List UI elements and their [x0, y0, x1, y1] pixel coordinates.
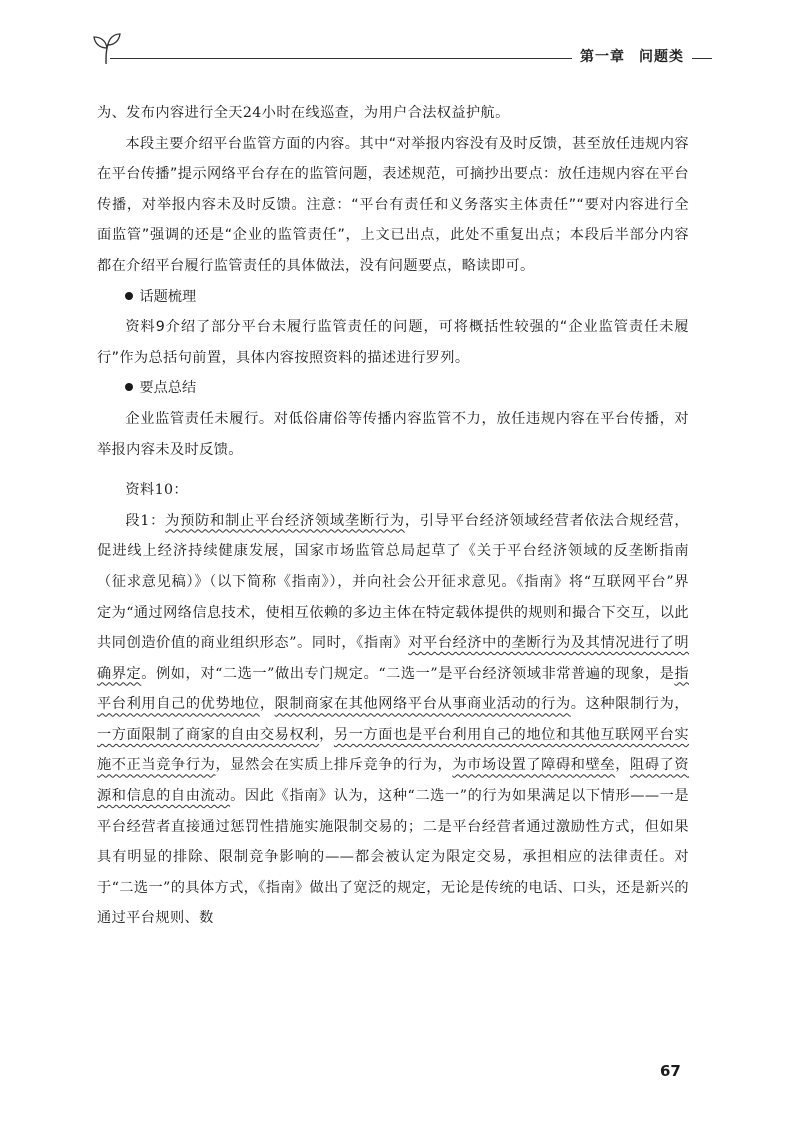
- running-header: [92, 32, 712, 72]
- underlined-phrase: 对平台经济中的垄断行为及其情况进行了明确界定: [97, 635, 689, 682]
- underlined-phrase: 阻碍了资源和信息的自由流动: [97, 757, 690, 805]
- paragraph-topic-sorting: 资料9介绍了部分平台未履行监管责任的问题，可将概括性较强的“企业监管责任未履行”作为总括句前置，具体内容按照资料的描述进行罗列。: [97, 319, 689, 366]
- bullet-dot-icon: [125, 292, 133, 300]
- page-number: 67: [660, 1062, 681, 1080]
- heading-topic-sorting: 话题梳理: [97, 282, 689, 313]
- chapter-title: 问题类: [639, 49, 684, 65]
- underlined-phrase: 限制商家在其他网络平台从事商业活动的行为: [274, 696, 571, 713]
- underlined-phrase: 一方面限制了商家的自由交易权利: [97, 726, 320, 743]
- bullet-dot-icon: [125, 383, 133, 391]
- paragraph-analysis: 本段主要介绍平台监管方面的内容。其中“对举报内容没有及时反馈，甚至放任违规内容在平台传播”提示网络平台存在的监管问题，表述规范，可摘抄出要点：放任违规内容在平台传播，对举报内容未及时反馈。注意：“平台有责任和义务落实主体责任”“要对内容进行全面监管”强调的还是“企业的监管责任”，上文已出点，此处不重复出点；本段后半部分内容都在介绍平台履行监管责任的具体做法，没有问题要点，略读即可。: [97, 135, 689, 274]
- underlined-phrase: 为市场设置了障碍和壁垒: [452, 757, 616, 774]
- underlined-phrase: 指平台利用自己的优势地位: [97, 665, 689, 713]
- heading-summary: 要点总结: [97, 373, 689, 404]
- chapter-heading: [572, 46, 692, 66]
- underlined-phrase: 另一方面也是平台利用自己的地位和其他互联网平台实施不正当竞争行为: [97, 726, 689, 774]
- page-body: [97, 98, 689, 934]
- sprout-logo-icon: [92, 32, 122, 66]
- chapter-number: 第一章: [580, 49, 625, 65]
- paragraph-material-10: 段1：为预防和制止平台经济领域垄断行为，引导平台经济领域经营者依法合规经营，促进线上经济持续健康发展，国家市场监管总局起草了《关于平台经济领域的反垄断指南（征求意见稿）》（以下简称《指南》），并向社会公开征求意见。《指南》将“互联网平台”界定为“通过网络信息技术，使相互依赖的多边主体在特定载体提供的规则和撮合下交互，以此共同创造价值的商业组织形态”。同时，《指南》对平台经济中的垄断行为及其情况进行了明确界定。例如，对“二选一”做出专门规定。“二选一”是平台经济领域非常普遍的现象，是指平台利用自己的优势地位，限制商家在其他网络平台从事商业活动的行为。这种限制行为，一方面限制了商家的自由交易权利，另一方面也是平台利用自己的地位和其他互联网平台实施不正当竞争行为，显然会在实质上排斥竞争的行为，为市场设置了障碍和壁垒，阻碍了资源和信息的自由流动。因此《指南》认为，这种“二选一”的行为如果满足以下情形——一是平台经营者直接通过惩罚性措施实施限制交易的；二是平台经营者通过激励性方式，但如果具有明显的排除、限制竞争影响的——都会被认定为限定交易，承担相应的法律责任。对于“二选一”的具体方式，《指南》做出了宽泛的规定，无论是传统的电话、口头，还是新兴的通过平台规则、数: [97, 512, 690, 927]
- underlined-phrase: 为预防和制止平台经济领域垄断行为: [165, 512, 405, 529]
- material-label: 资料10：: [125, 482, 189, 499]
- paragraph-continuation: 为、发布内容进行全天24小时在线巡查，为用户合法权益护航。: [97, 105, 510, 121]
- paragraph-summary: 企业监管责任未履行。对低俗庸俗等传播内容监管不力，放任违规内容在平台传播，对举报内容未及时反馈。: [97, 410, 689, 458]
